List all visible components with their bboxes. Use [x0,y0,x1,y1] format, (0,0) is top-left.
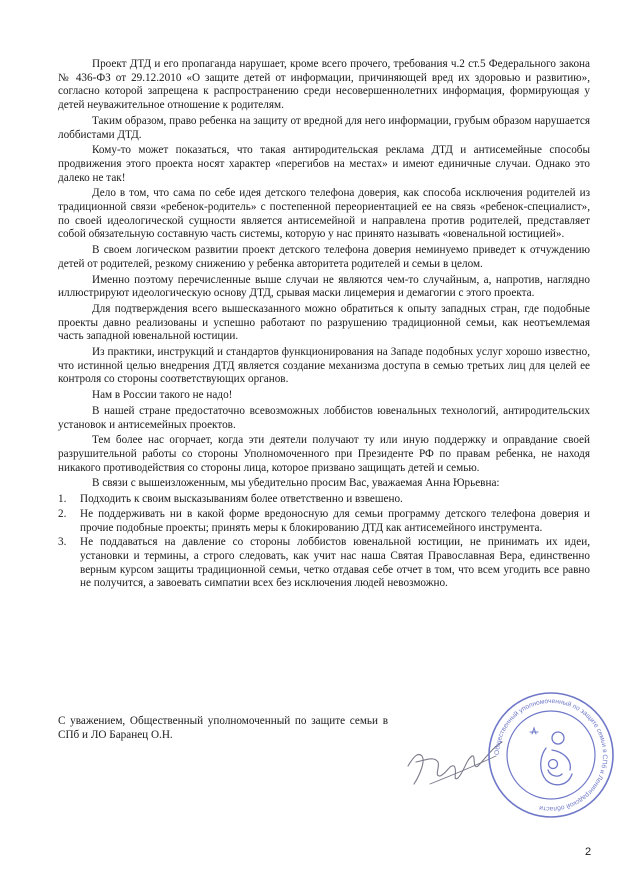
paragraph: Дело в том, что сама по себе идея детского телефона доверия, как способа исключения родителей из традиционной связи «ребенок-родитель» с постепенной переориентацией ее на связь «ребенок-специалист», по своей идеологической сущности является антисемейной и направлена против родителей, представляет собой обязательную составную часть системы, которую у нас принято называть «ювенальной юстицией». [58,187,590,241]
request-number: 1. [58,493,67,506]
request-text: Подходить к своим высказываниям более ответственно и взвешено. [80,493,403,506]
paragraph: В связи с вышеизложенным, мы убедительно просим Вас, уважаемая Анна Юрьевна: [92,477,500,490]
paragraph: Именно поэтому перечисленные выше случаи не являются чем-то случайным, а, напротив, наглядно иллюстрируют идеологическую основу ДТД, срывая маски лицемерия и демагогии с этого проекта. [58,273,590,300]
request-text: Не поддаваться на давление со стороны лоббистов ювенальной юстиции, не принимать их идеи, установки и термины, а строго следовать, как учит нас наша Святая Православная Вера, единственно верным курсом защиты традиционной семьи, четко отдавая себе отчет в том, что всем угодить все равно не получится, а завоевать симпатии всех без исключения людей невозможно. [80,536,590,590]
paragraph: Для подтверждения всего вышесказанного можно обратиться к опыту западных стран, где подобные проекты давно реализованы и успешно работают по разрушению традиционной семьи, как неотъемлемая часть западной ювенальной юстиции. [58,302,590,343]
request-number: 3. [58,536,67,549]
letter-body [58,58,590,592]
stamp-ring-text: Общественный уполномоченный по защите семьи в СПб и Ленинградской области [493,697,609,813]
request-item [58,508,590,535]
request-item [58,536,590,591]
paragraph: Кому-то может показаться, что такая антиродительская реклама ДТД и антисемейные способы продвижения этого проекта носят характер «перегибов на местах» и имеют единичные случаи. Однако это далеко не так! [58,144,590,184]
page-number: 2 [585,846,592,858]
request-item [58,493,590,507]
request-number: 2. [58,507,67,520]
paragraph: Таким образом, право ребенка на защиту от вредной для него информации, грубым образом нарушается лоббистами ДТД. [58,114,590,141]
organization-stamp [486,690,616,820]
request-list [58,493,590,591]
paragraph: В нашей стране предостаточно всевозможных лоббистов ювенальных технологий, антиродительских установок и антисемейных проектов. [58,404,590,431]
paragraph: Нам в России такого не надо! [92,389,233,402]
mother-child-emblem [530,728,572,785]
paragraph: В своем логическом развитии проект детского телефона доверия неминуемо приведет к отчуждению детей от родителей, резкому снижению у ребенка авторитета родителей и семьи в целом. [58,244,590,270]
paragraph: Тем более нас огорчает, когда эти деятели получают ту или иную поддержку и оправдание своей разрушительной работы со стороны Уполномоченного при Президенте РФ по правам ребенка, не находя никакого противодействия со стороны лица, которое призвано защищать детей и семью. [58,434,590,474]
svg-text:Общественный уполномоченный по [493,698,608,813]
paragraph: Проект ДТД и его пропаганда нарушает, кроме всего прочего, требования ч.2 ст.5 Федерального закона № 436-ФЗ от 29.12.2010 «О защите детей от информации, причиняющей вред их здоровью и развитию», согласно которой запрещена к распространению среди несовершеннолетних информация, формирующая у детей неуважительное отношение к родителям. [58,58,590,112]
signature-block: С уважением, Общественный уполномоченный по защите семьи в СПб и ЛО Баранец О.Н. [58,715,388,741]
paragraph: Из практики, инструкций и стандартов функционирования на Западе подобных услуг хорошо известно, что истинной целью внедрения ДТД является создание механизма доступа в семью третьих лиц для целей ее контроля со стороны соответствующих органов. [58,346,590,386]
request-text: Не поддерживать ни в какой форме вредоносную для семьи программу детского телефона доверия и прочие подобные проекты; принять меры к блокированию ДТД как антисемейного инструмента. [80,507,590,534]
